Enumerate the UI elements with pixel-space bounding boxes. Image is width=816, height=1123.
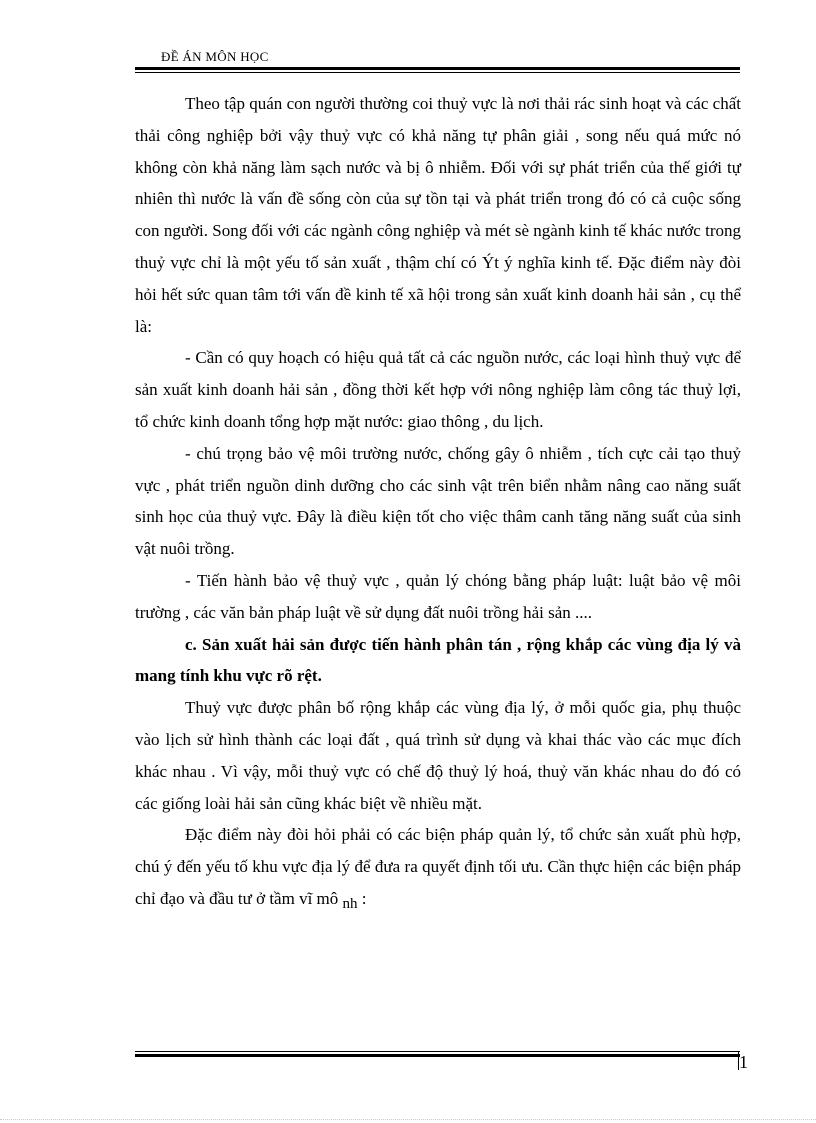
subscript-fragment: nh [342,895,358,912]
footer-rule [135,1051,740,1057]
page-edge-divider [0,1119,816,1120]
section-heading: c. Sản xuất hải sản được tiến hành phân tán , rộng khắp các vùng địa lý và mang tính khu vực rõ rệt. [135,634,741,686]
bullet-paragraph: - Tiến hành bảo vệ thuỷ vực , quản lý chóng bằng pháp luật: luật bảo vệ môi trường , các văn bản pháp luật về sử dụng đất nuôi trồng hải sản .... [135,570,741,622]
body-paragraph [135,819,741,916]
header-rule [135,67,740,73]
page-number: 1 [739,1052,748,1072]
bullet-paragraph: - chú trọng bảo vệ môi trường nước, chống gây ô nhiễm , tích cực cải tạo thuỷ vực , phát triển nguồn dinh dưỡng cho các sinh vật trên biển nhằm nâng cao năng suất sinh học của thuỷ vực. Đây là điều kiện tốt cho việc thâm canh tăng năng suất của sinh vật nuôi trồng. [135,443,741,559]
body-paragraph: Theo tập quán con người thường coi thuỷ vực là nơi thải rác sinh hoạt và các chất thải công nghiệp bởi vậy thuỷ vực có khả năng tự phân giải , song nếu quá mức nó không còn khả năng làm sạch nước và bị ô nhiễm. Đối với sự phát triển của thế giới tự nhiên thì nước là vấn đề sống còn của sự tồn tại và phát triển trong đó có cả cuộc sống con người. Song đối với các ngành công nghiệp và mét sè ngành kinh tế khác nước trong thuỷ vực chỉ là một yếu tố sản xuất , thậm chí có Ýt ý nghĩa kinh tế. Đặc điểm này đòi hỏi hết sức quan tâm tới vấn đề kinh tế xã hội trong sản xuất kinh doanh hải sản , cụ thể là: [135,94,741,336]
page-header-title: ĐỀ ÁN MÔN HỌC [161,49,269,64]
paragraph-end: : [357,888,367,908]
body-paragraph: Thuỷ vực được phân bố rộng khắp các vùng địa lý, ở mỗi quốc gia, phụ thuộc vào lịch sử hình thành các loại đất , quá trình sử dụng và khai thác vào các mục đích khác nhau . Vì vậy, mỗi thuỷ vực có chế độ thuỷ lý hoá, thuỷ văn khác nhau do đó có các giống loài hải sản cũng khác biệt về nhiều mặt. [135,698,741,813]
bullet-paragraph: - Cần có quy hoạch có hiệu quả tất cả các nguồn nước, các loại hình thuỷ vực để sản xuất kinh doanh hải sản , đồng thời kết hợp với nông nghiệp làm công tác thuỷ lợi, tổ chức kinh doanh tổng hợp mặt nước: giao thông , du lịch. [135,348,741,431]
paragraph-text: Đặc điểm này đòi hỏi phải có các biện pháp quản lý, tổ chức sản xuất phù hợp, chú ý đến yếu tố khu vực địa lý để đưa ra quyết định tối ưu. Cần thực hiện các biện pháp chỉ đạo và đầu tư ở tầm vĩ mô [135,825,741,908]
document-body [135,88,741,917]
